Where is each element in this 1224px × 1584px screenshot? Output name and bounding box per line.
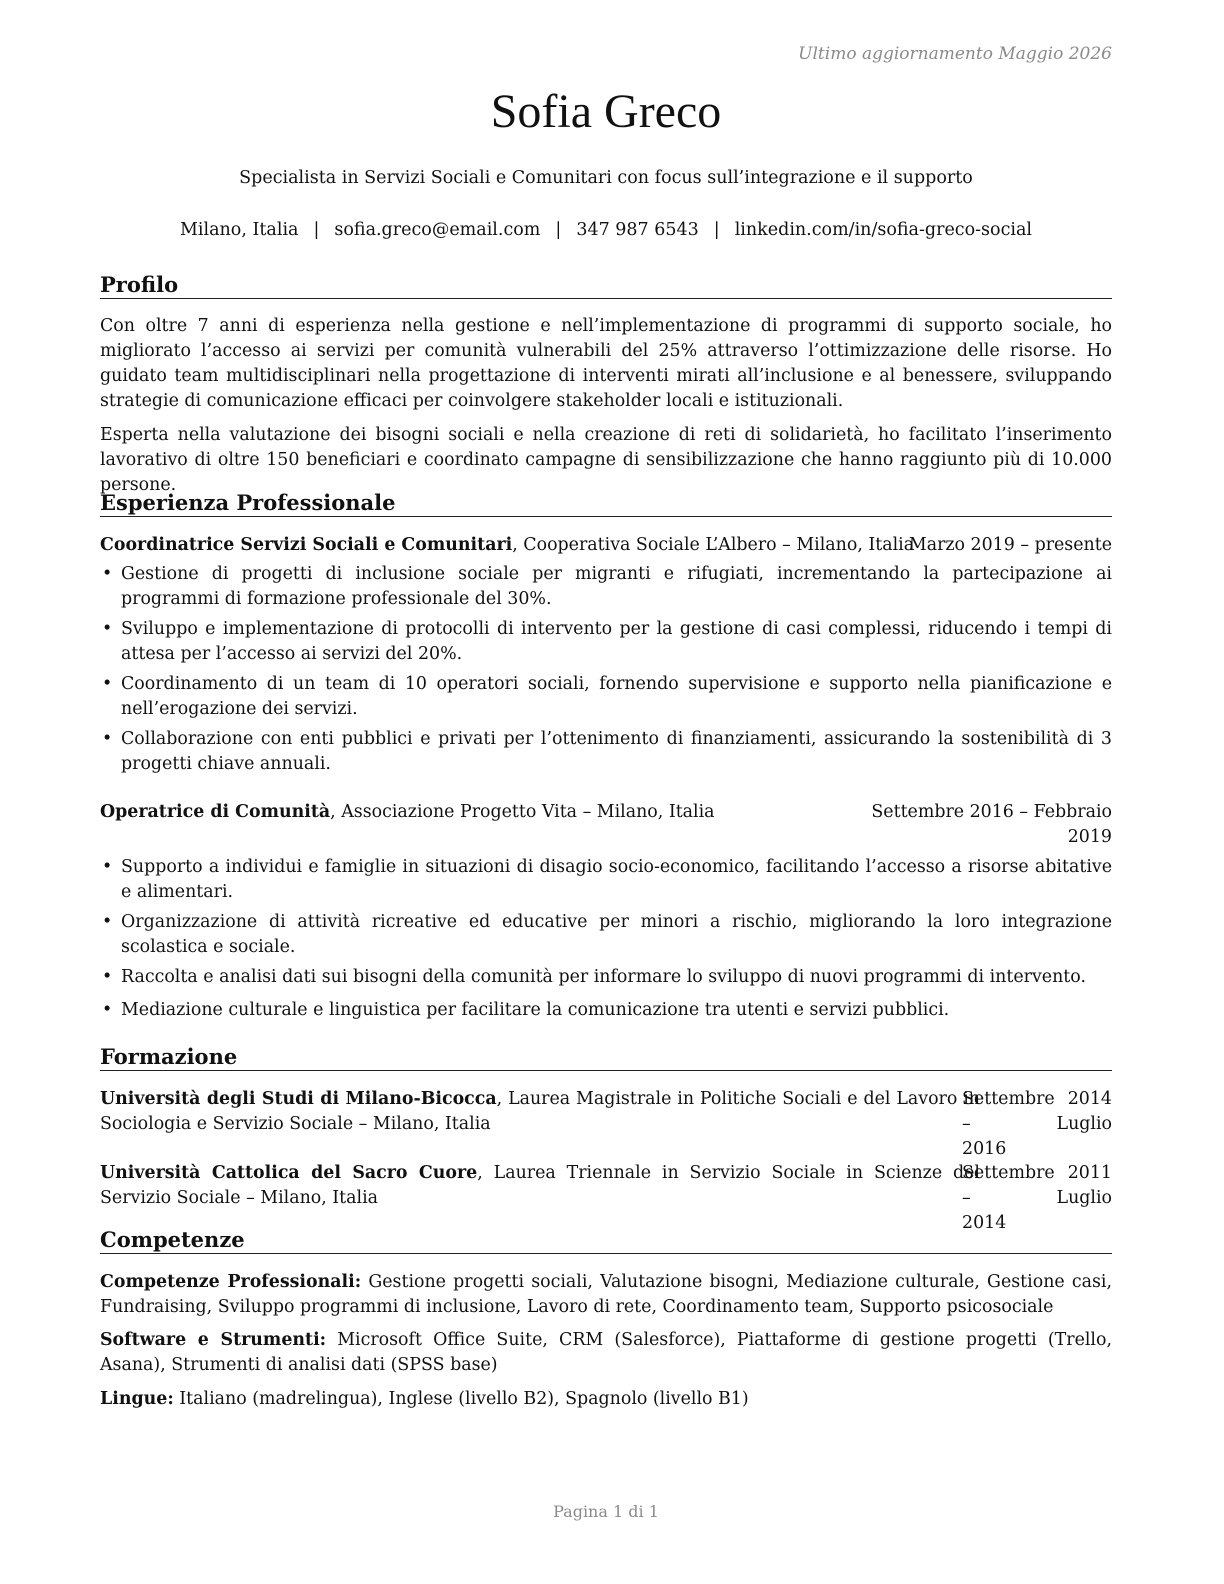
bullet-dot-icon: • xyxy=(102,857,113,877)
education-school: Università degli Studi di Milano-Bicocca xyxy=(100,1089,497,1109)
skill-label: Lingue: xyxy=(100,1389,174,1409)
skill-label: Competenze Professionali: xyxy=(100,1272,362,1292)
skill-text: Microsoft Office Suite, CRM (Salesforce), Piattaforme di gestione progetti (Trello, Asana), Strumenti di analisi dati (SPSS base) xyxy=(100,1330,1112,1375)
job-bullet: • Mediazione culturale e linguistica per facilitare la comunicazione tra utenti e servizi pubblici. xyxy=(100,998,1112,1023)
job-header xyxy=(100,800,1112,847)
bullet-dot-icon: • xyxy=(102,1000,113,1020)
contact-phone: 347 987 6543 xyxy=(576,220,699,240)
skill-line xyxy=(100,1270,1112,1320)
education-date: Settembre 2014 – Luglio 2016 xyxy=(962,1089,1112,1159)
profile-paragraph: Con oltre 7 anni di esperienza nella gestione e nell’implementazione di programmi di supporto sociale, ho migliorato l’accesso ai servizi per comunità vulnerabili del 25% attraverso l’ottimizzazione delle risorse. Ho guidato team multidisciplinari nella progettazione di interventi mirati all’inclusione e al benessere, sviluppando strategie di comunicazione efficaci per coinvolgere stakeholder locali e istituzionali. xyxy=(100,316,1112,411)
bullet-dot-icon: • xyxy=(102,729,113,749)
education-degree: , Laurea Magistrale in Politiche Sociali e del Lavoro in Sociologia e Servizio Sociale – Milano, Italia xyxy=(100,1089,980,1134)
job-org: , Cooperativa Sociale L’Albero – Milano, Italia xyxy=(512,535,915,555)
section-title-education: Formazione xyxy=(100,1044,1112,1071)
skill-line xyxy=(100,1387,1112,1412)
education-date: Settembre 2011 – Luglio 2014 xyxy=(962,1163,1112,1233)
contact-line xyxy=(100,220,1112,240)
job-date: Marzo 2019 – presente xyxy=(908,535,1112,555)
job-role: Coordinatrice Servizi Sociali e Comunitari xyxy=(100,535,513,555)
contact-location: Milano, Italia xyxy=(179,220,299,240)
bullet-dot-icon: • xyxy=(102,912,113,932)
job-bullet: • Collaborazione con enti pubblici e privati per l’ottenimento di finanziamenti, assicurando la sostenibilità di 3 progetti chiave annuali. xyxy=(102,729,1112,774)
contact-linkedin[interactable]: linkedin.com/in/sofia-greco-social xyxy=(734,220,1032,240)
bullet-dot-icon: • xyxy=(102,967,113,987)
last-updated: Ultimo aggiornamento Maggio 2026 xyxy=(798,44,1112,64)
bullet-dot-icon: • xyxy=(102,619,113,639)
job-bullet: • Organizzazione di attività ricreative ed educative per minori a rischio, migliorando la loro integrazione scolastica e sociale. xyxy=(102,912,1112,957)
contact-separator: | xyxy=(713,220,720,240)
job-date: Settembre 2016 – Febbraio 2019 xyxy=(871,802,1112,847)
candidate-name: Sofia Greco xyxy=(490,85,722,138)
page-number: Pagina 1 di 1 xyxy=(553,1502,659,1521)
contact-separator: | xyxy=(313,220,320,240)
education-school: Università Cattolica del Sacro Cuore xyxy=(100,1163,478,1183)
resume-page xyxy=(100,0,1112,1584)
education-degree: , Laurea Triennale in Servizio Sociale in Scienze del Servizio Sociale – Milano, Italia xyxy=(100,1163,980,1208)
contact-separator: | xyxy=(555,220,562,240)
section-title-experience: Esperienza Professionale xyxy=(100,490,1112,517)
job-header xyxy=(100,533,1112,558)
job-bullet: • Raccolta e analisi dati sui bisogni della comunità per informare lo sviluppo di nuovi programmi di intervento. xyxy=(100,965,1112,990)
skill-text: Italiano (madrelingua), Inglese (livello B2), Spagnolo (livello B1) xyxy=(173,1389,749,1409)
skill-text: Gestione progetti sociali, Valutazione bisogni, Mediazione culturale, Gestione casi, Fundraising, Sviluppo programmi di inclusione, Lavoro di rete, Coordinamento team, Supporto psicosociale xyxy=(100,1272,1112,1317)
section-title-profile: Profilo xyxy=(100,272,1112,299)
job-bullet: • Coordinamento di un team di 10 operatori sociali, fornendo supervisione e supporto nella pianificazione e nell’erogazione dei servizi. xyxy=(102,674,1112,719)
bullet-dot-icon: • xyxy=(102,564,113,584)
contact-email[interactable]: sofia.greco@email.com xyxy=(334,220,541,240)
job-org: , Associazione Progetto Vita – Milano, Italia xyxy=(330,802,715,822)
job-bullet: • Gestione di progetti di inclusione sociale per migranti e rifugiati, incrementando la partecipazione ai programmi di formazione professionale del 30%. xyxy=(102,564,1112,609)
skill-label: Software e Strumenti: xyxy=(100,1330,327,1350)
job-role: Operatrice di Comunità xyxy=(100,802,331,822)
candidate-subtitle: Specialista in Servizi Sociali e Comunitari con focus sull’integrazione e il supporto xyxy=(239,168,973,188)
skill-line xyxy=(100,1328,1112,1378)
profile-paragraph: Esperta nella valutazione dei bisogni sociali e nella creazione di reti di solidarietà, ho facilitato l’inserimento lavorativo di oltre 150 beneficiari e coordinato campagne di sensibilizzazione che hanno raggiunto più di 10.000 persone. xyxy=(100,425,1112,495)
bullet-dot-icon: • xyxy=(102,674,113,694)
job-bullet: • Sviluppo e implementazione di protocolli di intervento per la gestione di casi complessi, riducendo i tempi di attesa per l’accesso ai servizi del 20%. xyxy=(102,619,1112,664)
section-title-skills: Competenze xyxy=(100,1227,1112,1254)
job-bullet: • Supporto a individui e famiglie in situazioni di disagio socio-economico, facilitando l’accesso a risorse abitative e alimentari. xyxy=(102,857,1112,902)
